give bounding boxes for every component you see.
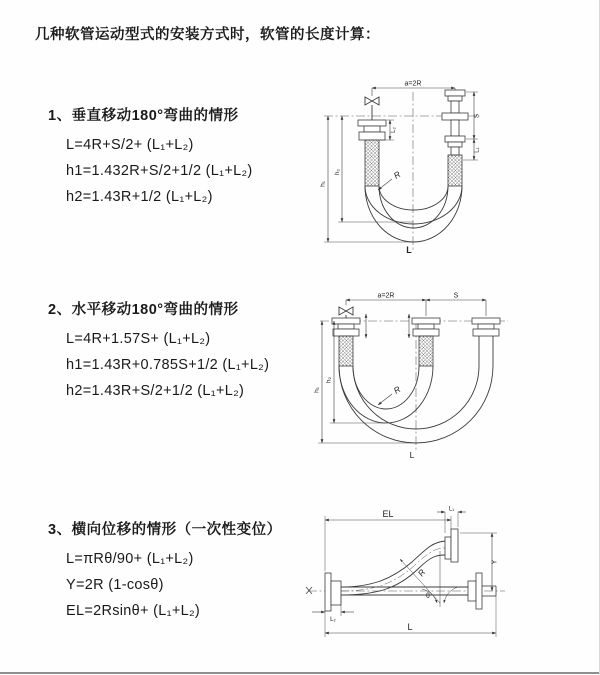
right-hose-braid (448, 155, 462, 186)
dim-a2r-label: a=2R (404, 80, 422, 88)
centerline-mark (306, 587, 312, 594)
left-flange (325, 573, 341, 611)
section-1-heading: 1、垂直移动180°弯曲的情形 (48, 108, 239, 124)
diagram-vertical-bend (312, 76, 542, 261)
middle-hose-braid (419, 336, 433, 366)
hose-u-bend (365, 186, 462, 242)
length-label: L (406, 245, 412, 255)
radius-label: R (391, 383, 403, 396)
radius-leader (378, 394, 392, 405)
section-vertical-bend (48, 104, 328, 210)
section-horizontal-bend (48, 298, 328, 404)
section-3-heading: 3、横向位移的情形（一次性变位） (48, 522, 282, 538)
doc-title: 几种软管运动型式的安装方式时，软管的长度计算： (35, 27, 380, 43)
formula-y: Y=2R (1-cosθ) (66, 577, 164, 593)
horizontal-bend-drawing (308, 288, 538, 463)
formula-h1: h1=1.432R+S/2+1/2 (L₁+L₂) (66, 163, 253, 179)
dim-l1-label: L₁ (474, 147, 481, 153)
length-label: L (409, 450, 415, 460)
left-hose-braid (365, 140, 379, 186)
right-flange (472, 318, 500, 336)
displaced-leg (479, 336, 493, 366)
dim-el-label: EL (382, 509, 394, 519)
formula-h2: h2=1.43R+S/2+1/2 (L₁+L₂) (66, 383, 245, 399)
formula-l: L=4R+1.57S+ (L₁+L₂) (66, 331, 211, 347)
valve-icon (339, 307, 353, 318)
formula-l: L=πRθ/90+ (L₁+L₂) (66, 551, 194, 567)
upper-flange (445, 529, 458, 562)
dim-l2-label: L₂ (391, 127, 397, 133)
dim-h1 (318, 321, 416, 443)
radius-label: R (391, 168, 403, 181)
radius-label: R (415, 567, 428, 579)
dim-y-label: Y (491, 559, 499, 565)
dim-s-label: S (473, 113, 481, 119)
radius-leader (378, 179, 392, 190)
lateral-displacement-drawing (300, 503, 540, 653)
dim-s (426, 300, 486, 316)
diagram-horizontal-bend (308, 288, 538, 468)
dim-h2-label: h₂ (325, 376, 333, 384)
dim-l-label: L (407, 622, 413, 632)
formula-h1: h1=1.43R+0.785S+1/2 (L₁+L₂) (66, 357, 270, 373)
dim-a2r-label: a=2R (377, 292, 395, 300)
dim-a2r (346, 300, 426, 316)
section-2-heading: 2、水平移动180°弯曲的情形 (48, 302, 239, 318)
dim-h1-label: h₁ (313, 387, 321, 393)
formula-h2: h2=1.43R+1/2 (L₁+L₂) (66, 189, 213, 205)
dim-h2-label: h₂ (334, 168, 341, 176)
valve-icon (365, 97, 379, 120)
connector-dims (366, 314, 409, 338)
dim-l2-label: L₂ (330, 617, 336, 623)
formula-el: EL=2Rsinθ+ (L₁+L₂) (66, 603, 201, 619)
dim-h1-label: h₁ (319, 181, 327, 187)
dim-a2r (372, 88, 455, 96)
scan-edge-bottom (0, 672, 600, 674)
dim-el (325, 516, 451, 571)
dim-l1-label: L₁ (448, 506, 455, 513)
dim-s-label: S (453, 292, 459, 300)
left-flange (358, 120, 386, 140)
vertical-bend-drawing (312, 76, 542, 256)
angle-theta-label: θ (426, 593, 430, 600)
section-lateral-displacement (48, 518, 328, 624)
diagram-lateral-displacement (300, 503, 540, 658)
formula-l: L=4R+S/2+ (L₁+L₂) (66, 137, 194, 153)
right-fitting-stack (442, 90, 468, 155)
left-flange (332, 318, 360, 336)
left-hose-braid (339, 336, 353, 366)
